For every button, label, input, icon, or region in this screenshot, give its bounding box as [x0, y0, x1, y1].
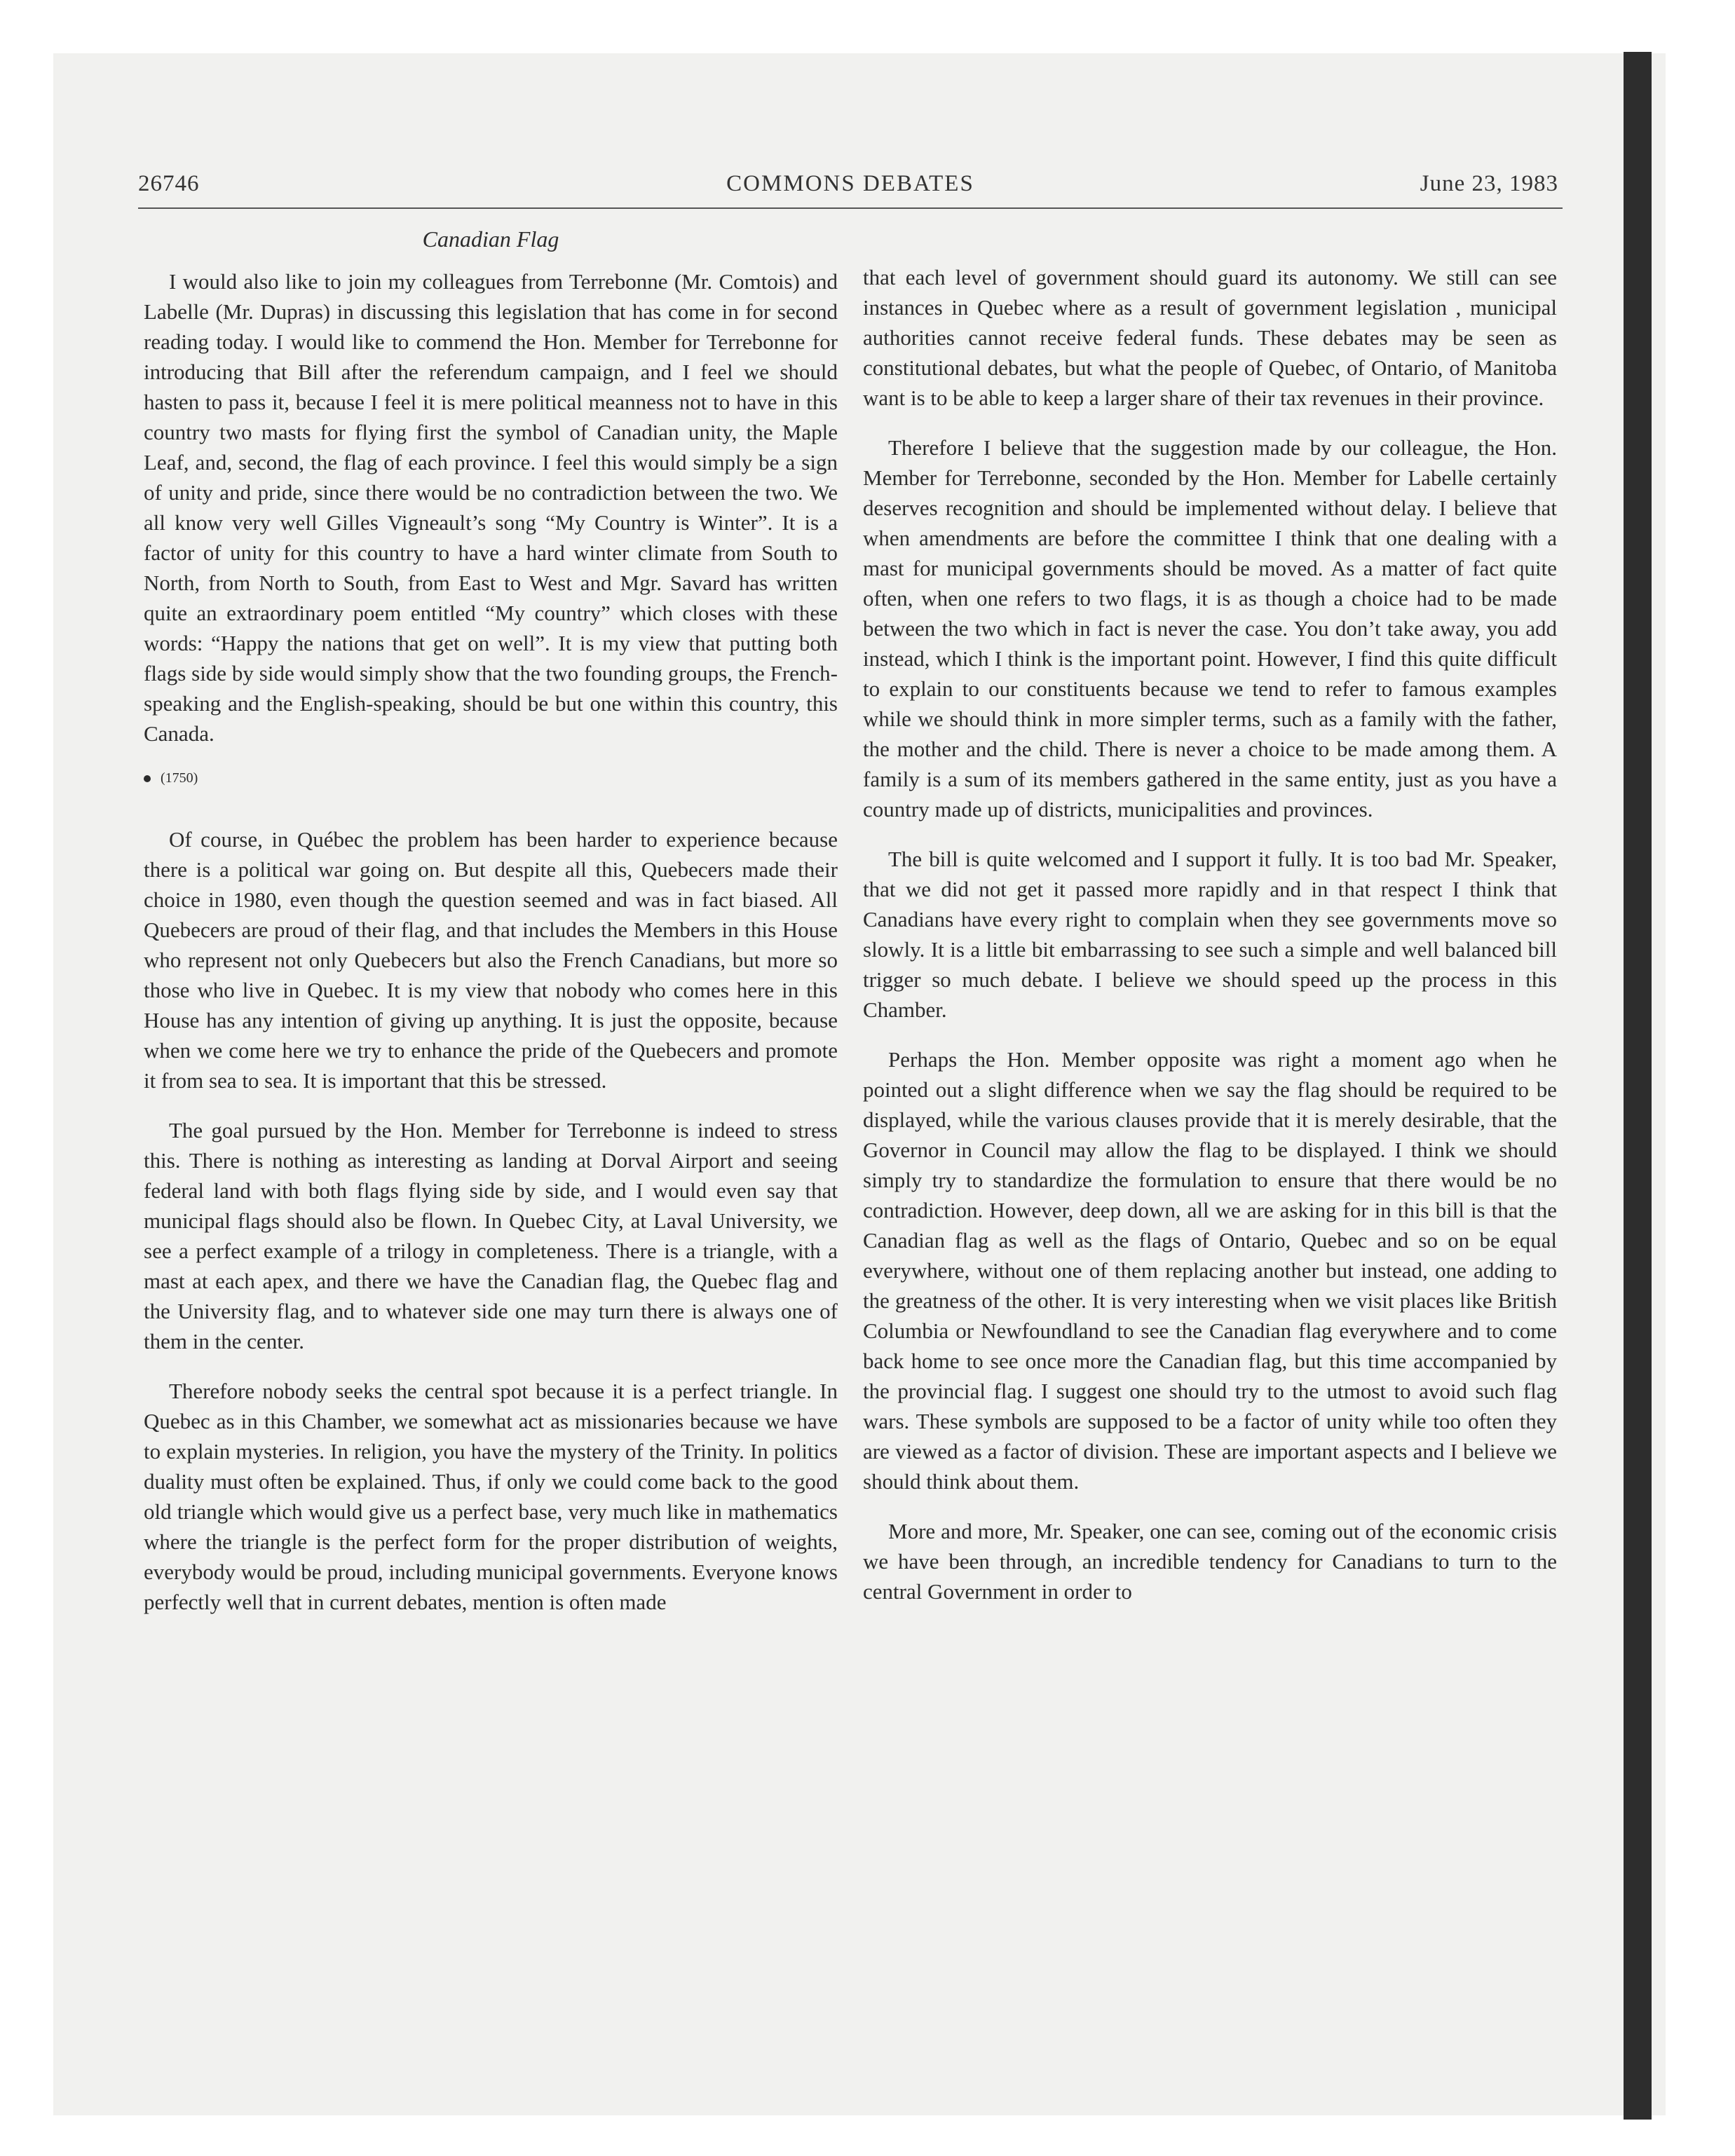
running-header: [138, 167, 1563, 209]
paragraph: Therefore I believe that the suggestion made by our colleague, the Hon. Member for Terrebonne, seconded by the Hon. Member for Labelle certainly deserves recognition and should be implemented without delay. I believe that when amendments are before the committee I think that one dealing with a mast for municipal governments should be moved. As a matter of fact quite often, when one refers to two flags, it is as though a choice had to be made between the two which in fact is never the case. You don’t take away, you add instead, which I think is the important point. However, I find this quite difficult to explain to our constituents because we tend to refer to famous examples while we should think in more simpler terms, such as a family with the father, the mother and the child. There is never a choice to be made among them. A family is a sum of its members gathered in the same entity, just as you have a country made up of districts, municipalities and provinces.: [863, 435, 1557, 821]
left-column: [144, 221, 838, 1637]
timestamp-label: (1750): [161, 770, 198, 786]
paragraph: The goal pursued by the Hon. Member for Terrebonne is indeed to stress this. There is nothing as interesting as landing at Dorval Airport and seeing federal land with both flags flying side by side, and I would even say that municipal flags should also be flown. In Quebec City, at Laval University, we see a perfect example of a trilogy in completeness. There is a triangle, with a mast at each apex, and there we have the Canadian flag, the Quebec flag and the University flag, and to whatever side one may turn there is always one of them in the center.: [144, 1118, 838, 1353]
section-title: Canadian Flag: [422, 226, 559, 252]
paragraph: I would also like to join my colleagues from Terrebonne (Mr. Comtois) and Labelle (Mr. Dupras) in discussing this legislation that has come in for second reading today. I would like to commend the Hon. Member for Terrebonne for introducing that Bill after the referendum campaign, and I feel we should hasten to pass it, because I feel it is mere political meanness not to have in this country two masts for flying first the symbol of Canadian unity, the Maple Leaf, and, second, the flag of each province. I feel this would simply be a sign of unity and pride, since there would be no contradiction between the two. We all know very well Gilles Vigneault’s song “My Country is Winter”. It is a factor of unity for this country to have a hard winter climate from South to North, from North to South, from East to West and Mgr. Savard has written quite an extraordinary poem entitled “My country” which closes with these words: “Happy the nations that get on well”. It is my view that putting both flags side by side would simply show that the two founding groups, the French-speaking and the English-speaking, should be but one within this country, this Canada.: [144, 269, 838, 746]
paragraph: Of course, in Québec the problem has been harder to experience because there is a political war going on. But despite all this, Quebecers made their choice in 1980, even though the question seemed and was in fact biased. All Quebecers are proud of their flag, and that includes the Members in this House who represent not only Quebecers but also the French Canadians, but more so those who live in Quebec. It is my view that nobody who comes here in this House has any intention of giving up anything. It is just the opposite, because when we come here we try to enhance the pride of the Quebecers and promote it from sea to sea. It is important that this be stressed.: [144, 827, 838, 1093]
publication-date: June 23, 1983: [1420, 171, 1558, 196]
scan-edge-bar: [1624, 52, 1652, 2120]
paragraph: Perhaps the Hon. Member opposite was right a moment ago when he pointed out a slight difference when we say the flag should be required to be displayed, while the various clauses provide that it is merely desirable, that the Governor in Council may allow the flag to be displayed. I think we should simply try to standardize the formulation to ensure that there would be no contradiction. However, deep down, all we are asking for in this bill is that the Canadian flag as well as the flags of Ontario, Quebec and so on be equal everywhere, without one of them replacing another but instead, one adding to the greatness of the other. It is very interesting when we visit places like British Columbia or Newfoundland to see the Canadian flag everywhere and to come back home to see once more the Canadian flag, but this time accompanied by the provincial flag. I suggest one should try to the utmost to avoid such flag wars. These symbols are supposed to be a factor of unity while too often they are viewed as a factor of division. These are important aspects and I believe we should think about them.: [863, 1047, 1557, 1494]
publication-title: COMMONS DEBATES: [726, 171, 974, 196]
paragraph: More and more, Mr. Speaker, one can see, coming out of the economic crisis we have been through, an incredible tendency for Canadians to turn to the central Government in order to: [863, 1519, 1557, 1604]
page-number: 26746: [138, 171, 200, 196]
bullet-icon: [144, 775, 151, 782]
paragraph: Therefore nobody seeks the central spot because it is a perfect triangle. In Quebec as in this Chamber, we somewhat act as missionaries because we have to explain mysteries. In religion, you have the mystery of the Trinity. In politics duality must often be explained. Thus, if only we could come back to the good old triangle which would give us a perfect base, very much like in mathematics where the triangle is the perfect form for the proper distribution of weights, everybody would be proud, including municipal governments. Everyone knows perfectly well that in current debates, mention is often made: [144, 1379, 838, 1614]
paragraph: The bill is quite welcomed and I support it fully. It is too bad Mr. Speaker, that we did not get it passed more rapidly and in that respect I think that Canadians have every right to complain when they see governments move so slowly. It is a little bit embarrassing to see such a simple and well balanced bill trigger so much debate. I believe we should speed up the process in this Chamber.: [863, 847, 1557, 1022]
right-column: [863, 262, 1557, 1626]
timestamp: [144, 770, 838, 786]
paragraph: that each level of government should guard its autonomy. We still can see instances in Quebec where as a result of government legislation , municipal authorities cannot receive federal funds. These debates may be seen as constitutional debates, but what the people of Quebec, of Ontario, of Manitoba want is to be able to keep a larger share of their tax revenues in their province.: [863, 265, 1557, 410]
